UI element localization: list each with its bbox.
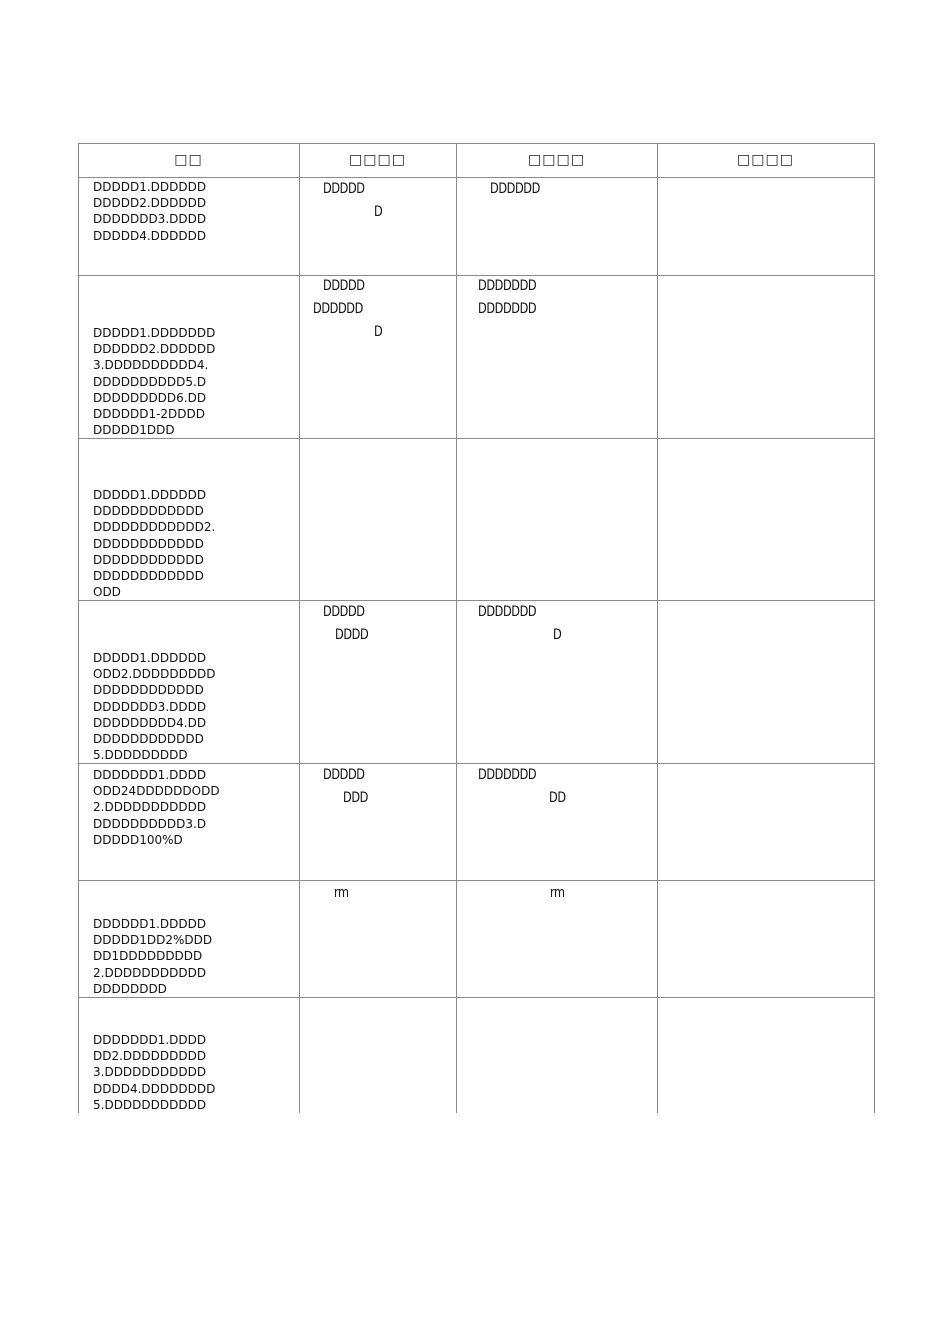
row-2-col2-line: DDDDDD bbox=[313, 301, 363, 317]
header-col-4: □□□□ bbox=[737, 152, 794, 168]
row-4-col3-line: D bbox=[553, 627, 562, 643]
row-6-col2-line: rm bbox=[334, 885, 349, 901]
header-col-1: □□ bbox=[174, 152, 203, 168]
row-4-col2-line: DDDDD bbox=[323, 604, 365, 620]
row-divider bbox=[78, 275, 875, 276]
row-2-col2-line: D bbox=[374, 324, 383, 340]
row-1-requirement: DDDDD1.DDDDDD DDDDD2.DDDDDD DDDDDDD3.DDDD DDDDD4.DDDDDD bbox=[93, 180, 207, 243]
row-1-col3-line: DDDDDD bbox=[490, 181, 540, 197]
row-5-requirement: DDDDDDD1.DDDD ODD24DDDDDDODD 2.DDDDDDDDDDD DDDDDDDDDD3.D DDDDD100%D bbox=[93, 768, 220, 847]
column-divider bbox=[78, 143, 79, 1113]
row-divider bbox=[78, 997, 875, 998]
header-col-2: □□□□ bbox=[349, 152, 406, 168]
requirements-table bbox=[78, 143, 875, 1113]
column-divider bbox=[299, 143, 300, 1113]
row-3-requirement: DDDDD1.DDDDDD DDDDDDDDDDDD DDDDDDDDDDDD2. DDDDDDDDDDDD DDDDDDDDDDDD DDDDDDDDDDDD ODD bbox=[93, 488, 216, 600]
row-6-requirement: DDDDDD1.DDDDD DDDDD1DD2%DDD DD1DDDDDDDDD 2.DDDDDDDDDDD DDDDDDDD bbox=[93, 917, 213, 996]
row-2-col3-line: DDDDDDD bbox=[478, 278, 537, 294]
row-4-col2-line: DDDD bbox=[335, 627, 369, 643]
row-1-col2-line: DDDDD bbox=[323, 181, 365, 197]
row-5-col3-line: DD bbox=[549, 790, 566, 806]
row-1-col2-line: D bbox=[374, 204, 383, 220]
row-2-col3-line: DDDDDDD bbox=[478, 301, 537, 317]
row-2-col2-line: DDDDD bbox=[323, 278, 365, 294]
row-6-col3-line: rm bbox=[550, 885, 565, 901]
row-4-requirement: DDDDD1.DDDDDD ODD2.DDDDDDDDD DDDDDDDDDDDD DDDDDDD3.DDDD DDDDDDDDD4.DD DDDDDDDDDDDD 5.DDDDDDDDD bbox=[93, 651, 216, 763]
row-2-requirement: DDDDD1.DDDDDDD DDDDDD2.DDDDDD 3.DDDDDDDDDD4. DDDDDDDDDD5.D DDDDDDDDD6.DD DDDDDD1-2DDDD DDDDD1DDD bbox=[93, 326, 216, 438]
column-divider bbox=[456, 143, 457, 1113]
row-4-col3-line: DDDDDDD bbox=[478, 604, 537, 620]
row-5-col2-line: DDDDD bbox=[323, 767, 365, 783]
row-divider bbox=[78, 177, 875, 178]
header-col-3: □□□□ bbox=[528, 152, 585, 168]
row-7-requirement: DDDDDDD1.DDDD DD2.DDDDDDDDD 3.DDDDDDDDDDD DDDD4.DDDDDDDD 5.DDDDDDDDDDD bbox=[93, 1033, 216, 1112]
column-divider bbox=[657, 143, 658, 1113]
row-5-col3-line: DDDDDDD bbox=[478, 767, 537, 783]
row-divider bbox=[78, 880, 875, 881]
row-5-col2-line: DDD bbox=[343, 790, 368, 806]
column-divider bbox=[874, 143, 875, 1113]
